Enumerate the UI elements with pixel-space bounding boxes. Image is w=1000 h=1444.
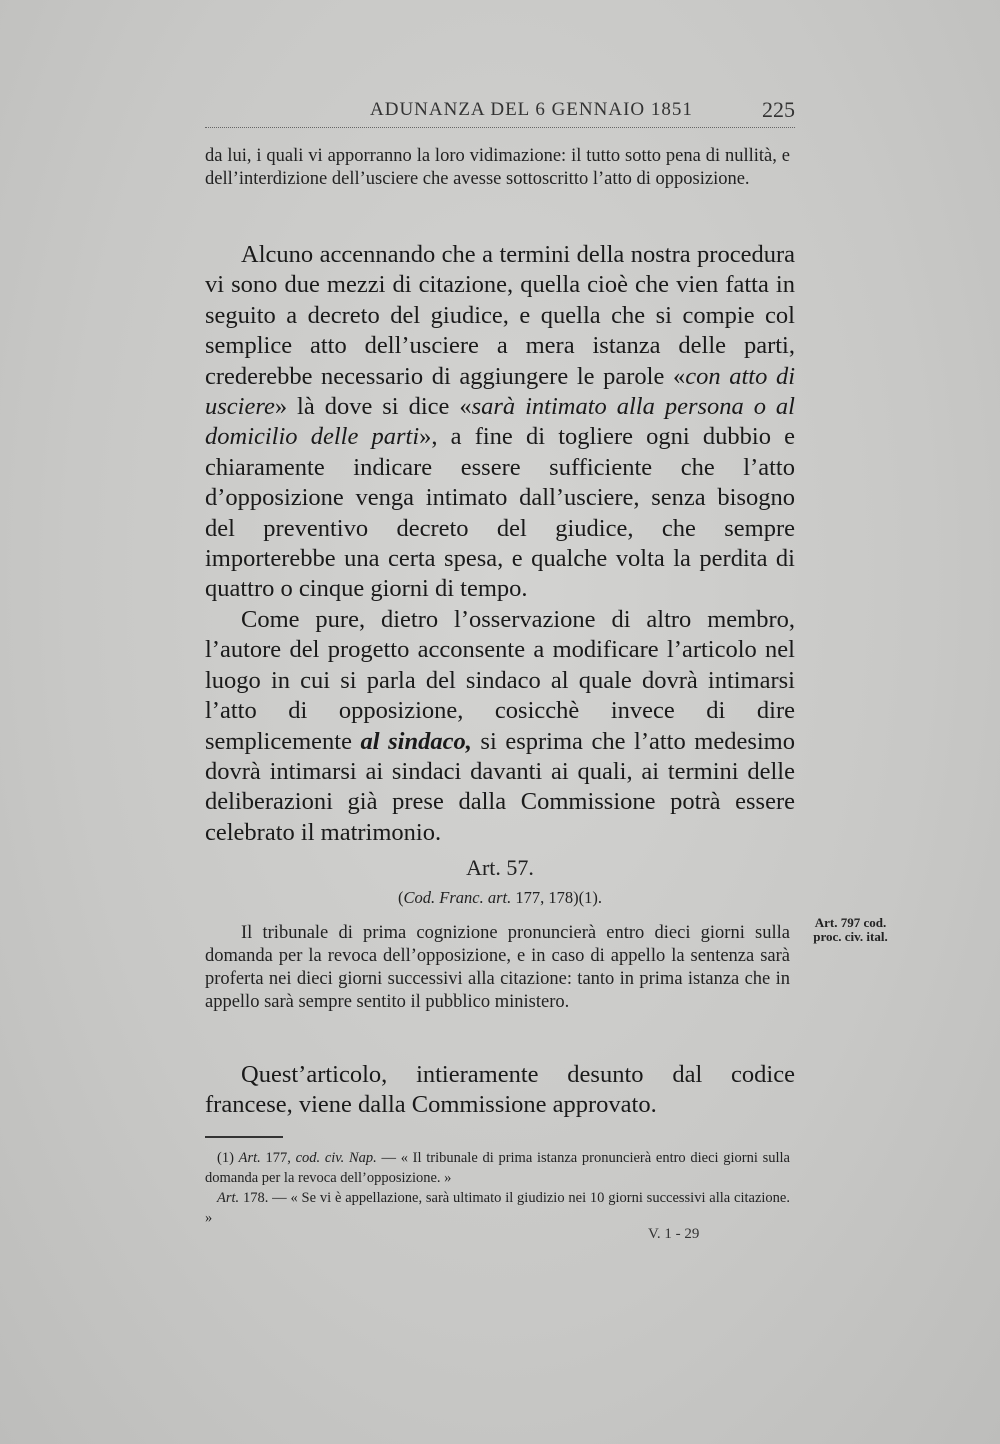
footnote-1-marker: (1) xyxy=(217,1150,239,1166)
footnote-1-text: — « Il tribunale di prima istanza pronuncierà entro dieci giorni sulla domanda per la revoca dell’opposizione. » xyxy=(205,1150,790,1186)
paragraph-3 xyxy=(205,605,795,848)
side-note-line-2: proc. civ. ital. xyxy=(813,929,888,944)
side-note xyxy=(803,916,898,944)
paragraph-continuation xyxy=(205,145,790,191)
footnotes xyxy=(205,1148,790,1228)
paragraph-2-quote-1: con atto di usciere xyxy=(205,362,795,421)
footnote-1-ref: Art. xyxy=(238,1150,261,1166)
paragraph-2-part-3: », a fine di togliere ogni dubbio e chiaramente indicare essere sufficiente che l’atto d’opposizione venga intimato dall’usciere, senza bisogno del preventivo decreto del giudice, che sempre importerebbe una certa spesa, e qualche volta la perdita di quattro o cinque giorni di tempo. xyxy=(205,423,795,603)
discussion-paragraphs xyxy=(205,240,795,848)
paragraph-1-text: da lui, i quali vi apporranno la loro vidimazione: il tutto sotto pena di nullità, e dell’interdizione dell’usciere che avesse sottoscritto l’atto di opposizione. xyxy=(205,146,790,189)
footnote-2-ref: Art. xyxy=(217,1190,240,1206)
paragraph-3-part-1: Come pure, dietro l’osservazione di altro membro, l’autore del progetto acconsente a modificare l’articolo nel luogo in cui si parla del sindaco al quale dovrà intimarsi l’atto di opposizione, cosicchè invece di dire semplicemente xyxy=(205,605,795,755)
article-source-open: ( xyxy=(398,888,404,907)
article-text: Il tribunale di prima cognizione pronuncierà entro dieci giorni sulla domanda per la revoca dell’opposizione, e in caso di appello la sentenza sarà proferta nei dieci giorni successivi alla citazione: tanto in prima istanza che in appello sarà sempre sentito il pubblico ministero. xyxy=(205,923,790,1012)
page-header xyxy=(205,95,795,128)
paragraph-2-part-2: » là dove si dice « xyxy=(274,393,472,421)
article-heading: Art. 57. xyxy=(466,855,534,880)
paragraph-2-quote-2: sarà intimato alla persona o al domicilio delle parti xyxy=(205,393,795,451)
footnote-1-code: cod. civ. Nap. xyxy=(295,1150,377,1166)
paragraph-2 xyxy=(205,240,795,605)
article-source-italic: Cod. Franc. art. xyxy=(403,888,512,907)
paragraph-4: Quest’articolo, intieramente desunto dal codice francese, viene dalla Commissione approvato. xyxy=(205,1061,795,1119)
page-number: 225 xyxy=(762,97,795,122)
running-title: ADUNANZA DEL 6 GENNAIO 1851 xyxy=(370,99,693,120)
printer-signature: V. 1 - 29 xyxy=(648,1226,700,1242)
footnote-2 xyxy=(205,1188,790,1228)
paragraph-3-emphasis: al sindaco, xyxy=(360,727,472,755)
paragraph-3-part-2: si esprima che l’atto medesimo dovrà intimarsi ai sindaci davanti ai quali, ai termini delle deliberazioni già prese dalla Commissione potrà essere celebrato il matrimonio. xyxy=(205,727,795,846)
footnote-1 xyxy=(205,1148,790,1188)
footnote-2-text: 178. — « Se vi è appellazione, sarà ultimato il giudizio nei 10 giorni successivi alla citazione. » xyxy=(205,1190,790,1226)
article-source xyxy=(205,888,795,908)
footnote-rule xyxy=(205,1136,283,1138)
side-note-line-1: Art. 797 cod. xyxy=(814,915,887,930)
article-source-rest: 177, 178)(1). xyxy=(511,888,602,907)
footnote-1-ref-number: 177, xyxy=(260,1150,296,1166)
paragraph-2-part-1: Alcuno accennando che a termini della nostra procedura vi sono due mezzi di citazione, quella cioè che vien fatta in seguito a decreto del giudice, e quella che si compie col semplice atto dell’usciere a mera istanza delle parti, crederebbe necessario di aggiungere le parole « xyxy=(205,241,795,390)
